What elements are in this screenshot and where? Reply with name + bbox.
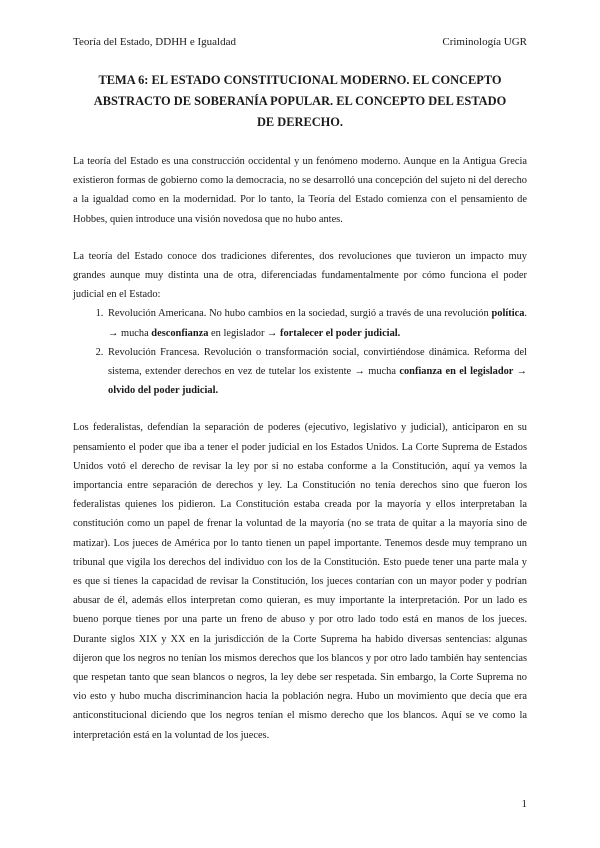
paragraph-traditions: La teoría del Estado conoce dos tradiciones diferentes, dos revoluciones que tuvieron un impacto muy grandes aunque muy distinta una de otra, diferenciadas fundamentalmente por cómo funciona el poder judicial en el Estado: (73, 250, 527, 301)
header-program: Criminología UGR (442, 36, 527, 48)
page-header (73, 36, 527, 48)
paragraph-federalists: Los federalistas, defendían la separación de poderes (ejecutivo, legislativo y judicial), anticiparon en su pensamiento el poder que iba a tener el poder judicial en los Estados Unidos. La Corte Suprema de Estados Unidos votó el derecho de revisar la ley por si no estaba conforme a la Constitución, aquí ya vemos la importancia entre separación de derechos y ley. La Constitución no tenía derechos sino que fueron los federalistas quienes los pidieron. La Constitución estaba creada por la mayoría y ellos interpretaban la constitución como un papel de frenar la voluntad de la mayoría (no se trata de quitar a la mayoría sino de matizar). Los jueces de América por lo tanto tienen un papel importante. Tenemos desde muy temprano un tribunal que vigila los derechos del individuo con los de la Constitución. Esto puede tener una parte mala y es que si tienes la capacidad de revisar la Constitución, los jueces contarían con un mayor poder y podrían abusar de él, además ellos interpretan como quieran, es muy importante la interpretación. Por un lado es bueno porque tienes por una parte un freno de abuso y por otro lado todo está en manos de los jueces. Durante siglos XIX y XX en la jurisdicción de la Corte Suprema ha habido diversas sentencias: algunas dijeron que los negros no tenían los mismos derechos que los blancos y por otro lado también hay sentencias que respetan tanto que sean blancos o negros, la ley debe ser respetada. Sin embargo, la Corte Suprema no vio esto y hubo mucha discriminancion hacia la población negra. Hubo un movimiento que decía que era anticonstitucional diciendo que los negros tenían el mismo derecho que los blancos. Aquí se ve como la interpretación está en la voluntad de los jueces. (73, 422, 527, 741)
revolutions-list (73, 304, 527, 400)
list-item-american-revolution: 1. Revolución Americana. No hubo cambios en la sociedad, surgió a través de una revolución política. → mucha desconfianza en legislador → fortalecer el poder judicial. (106, 304, 527, 342)
document-body (73, 152, 527, 763)
header-course: Teoría del Estado, DDHH e Igualdad (73, 36, 236, 48)
document-title: TEMA 6: EL ESTADO CONSTITUCIONAL MODERNO. EL CONCEPTO ABSTRACTO DE SOBERANÍA POPULAR. EL CONCEPTO DEL ESTADO DE DERECHO. (93, 73, 507, 129)
paragraph-intro: La teoría del Estado es una construcción occidental y un fenómeno moderno. Aunque en la Antigua Grecia existieron formas de gobierno como la democracia, no se desarrolló una concepción del sujeto ni del derecho a la igualdad como en la modernidad. Por lo tanto, la Teoría del Estado comienza con el pensamiento de Hobbes, quien introduce una visión novedosa que no hubo antes. (73, 156, 527, 225)
list-item-french-revolution: 2. Revolución Francesa. Revolución o transformación social, convirtiéndose dinámica. Reforma del sistema, extender derechos en vez de tutelar los existente → mucha confianza en el legislador → olvido del poder judicial. (106, 343, 527, 401)
page-number: 1 (521, 798, 527, 810)
